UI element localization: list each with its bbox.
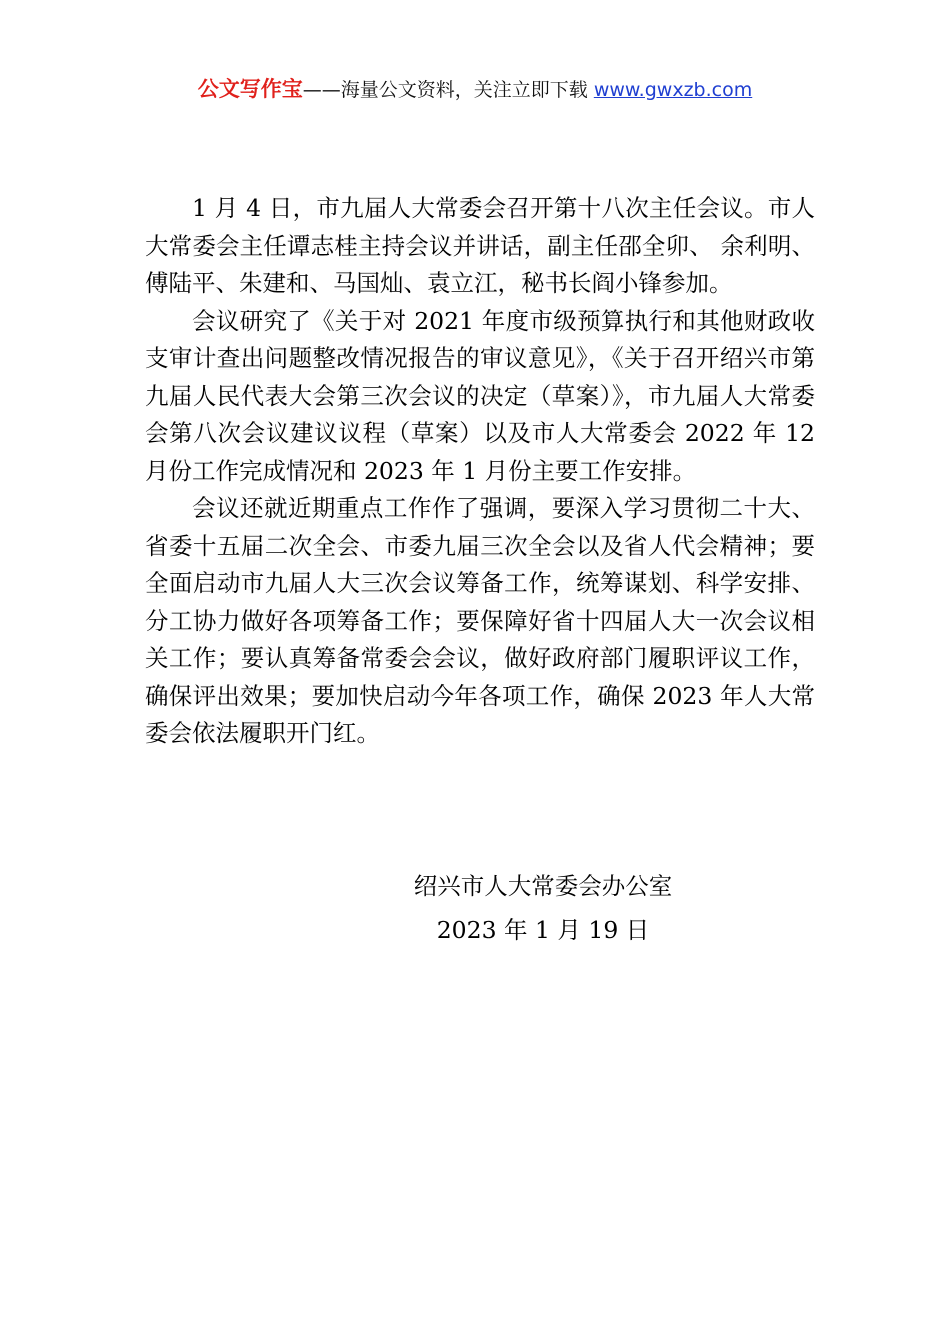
signature-organization: 绍兴市人大常委会办公室	[413, 872, 673, 900]
header-slogan: ——海量公文资料，关注立即下载	[302, 79, 594, 101]
website-link[interactable]: www.gwxzb.com	[593, 79, 753, 101]
paragraph-2: 会议研究了《关于对 2021 年度市级预算执行和其他财政收支审计查出问题整改情况报告的审议意见》，《关于召开绍兴市第九届人民代表大会第三次会议的决定（草案）》，市九届人大常委会第八次会议建议议程（草案）以及市人大常委会 2022 年 12 月份工作完成情况和 2023 年 1 月份主要工作安排。	[145, 306, 815, 485]
paragraph-3: 会议还就近期重点工作作了强调，要深入学习贯彻二十大、省委十五届二次全会、市委九届三次全会以及省人代会精神；要全面启动市九届人大三次会议筹备工作，统筹谋划、科学安排、分工协力做好各项筹备工作；要保障好省十四届人大一次会议相关工作；要认真筹备常委会会议，做好政府部门履职评议工作，确保评出效果；要加快启动今年各项工作，确保 2023 年人大常委会依法履职开门红。	[145, 494, 815, 747]
page-header	[0, 74, 950, 105]
paragraph-1: 1 月 4 日，市九届人大常委会召开第十八次主任会议。市人大常委会主任谭志桂主持会议并讲话，副主任邵全卯、 余利明、傅陆平、朱建和、马国灿、袁立江，秘书长阎小锋参加。	[145, 194, 815, 297]
brand-name: 公文写作宝	[197, 77, 303, 101]
signature-date: 2023 年 1 月 19 日	[436, 916, 650, 944]
document-body	[145, 190, 815, 753]
